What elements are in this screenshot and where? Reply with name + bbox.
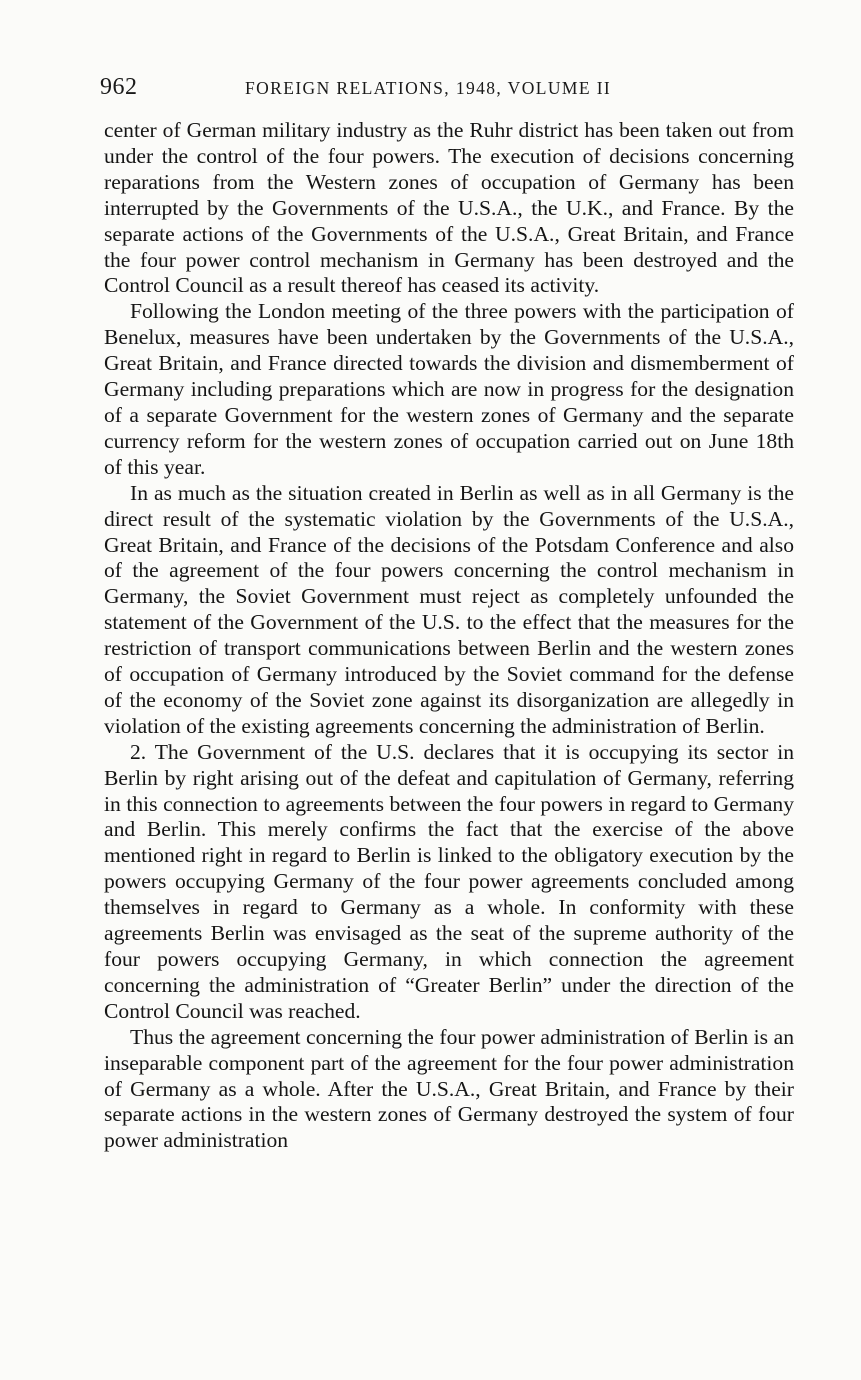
paragraph-four-power-administration: Thus the agreement concerning the four power administration of Berlin is an inseparable component part of the agreement for the four power administration of Germany as a whole. After the U.S.A., Great Britain, and France by their separate actions in the western zones of Germany destroyed the system of four power administration [104,1024,794,1153]
running-head [100,74,800,108]
paragraph-continued: center of German military industry as the Ruhr district has been taken out from under the control of the four powers. The execution of decisions concerning reparations from the Western zones of occupation of Germany has been interrupted by the Governments of the U.S.A., the U.K., and France. By the separate actions of the Governments of the U.S.A., Great Britain, and France the four power control mechanism in Germany has been destroyed and the Control Council as a result thereof has ceased its activity. [104,118,794,298]
paragraph-berlin-situation: In as much as the situation created in Berlin as well as in all Germany is the direct result of the systematic violation by the Governments of the U.S.A., Great Britain, and France of the decisions of the Potsdam Conference and also of the agreement of the four powers concerning the control mechanism in Germany, the Soviet Government must reject as completely unfounded the statement of the Government of the U.S. to the effect that the measures for the restriction of transport communications between Berlin and the western zones of occupation of Germany introduced by the Soviet command for the defense of the economy of the Soviet zone against its disorganization are allegedly in violation of the existing agreements concerning the administration of Berlin. [104,480,794,738]
running-title: FOREIGN RELATIONS, 1948, VOLUME II [245,78,612,98]
paragraph-london-meeting: Following the London meeting of the three powers with the participation of Benelux, measures have been undertaken by the Governments of the U.S.A., Great Britain, and France directed towards the division and dismemberment of Germany including preparations which are now in progress for the designation of a separate Government for the western zones of Germany and the separate currency reform for the western zones of occupation carried out on June 18th of this year. [104,299,794,479]
paragraph-point-2: 2. The Government of the U.S. declares that it is occupying its sector in Berlin by right arising out of the defeat and capitulation of Germany, referring in this connection to agreements between the four powers in regard to Germany and Berlin. This merely confirms the fact that the exercise of the above mentioned right in regard to Berlin is linked to the obligatory execution by the powers occupying Germany of the four power agreements concluded among themselves in regard to Germany as a whole. In conformity with these agreements Berlin was envisaged as the seat of the supreme authority of the four powers occupying Germany, in which connection the agreement concerning the administration of “Greater Berlin” under the direction of the Control Council was reached. [104,739,794,1023]
page-number: 962 [100,74,138,100]
body-text [104,118,794,1154]
